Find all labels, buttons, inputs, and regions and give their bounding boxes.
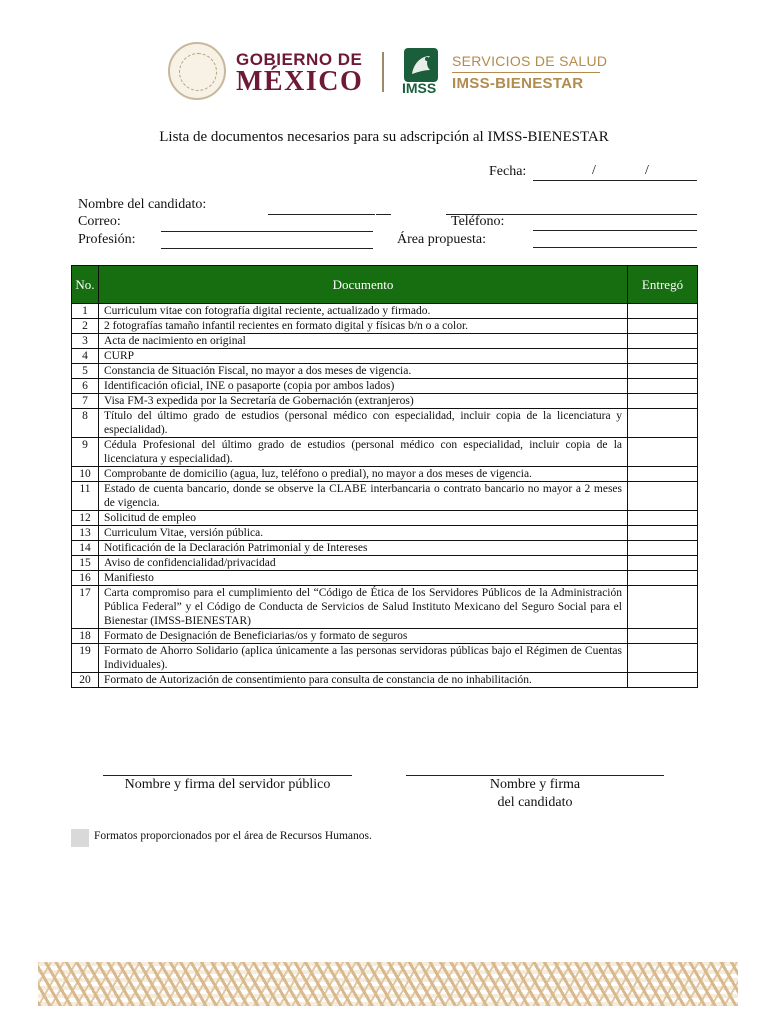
servidor-signature-line[interactable] <box>103 775 352 776</box>
gobierno-line2: MÉXICO <box>236 66 364 97</box>
row-number: 9 <box>72 438 99 467</box>
row-entrego-cell[interactable] <box>628 541 698 556</box>
row-number: 3 <box>72 334 99 349</box>
row-number: 10 <box>72 467 99 482</box>
row-document: Formato de Ahorro Solidario (aplica únicamente a las personas servidoras públicas bajo el Régimen de Cuentas Individuales). <box>99 644 628 673</box>
table-row <box>72 319 698 334</box>
row-number: 14 <box>72 541 99 556</box>
table-row <box>72 644 698 673</box>
row-number: 13 <box>72 526 99 541</box>
table-row <box>72 526 698 541</box>
fecha-label: Fecha: <box>489 164 527 179</box>
row-entrego-cell[interactable] <box>628 364 698 379</box>
row-number: 20 <box>72 673 99 688</box>
date-separator-1: / <box>592 163 596 178</box>
legend-text: Formatos proporcionados por el área de Recursos Humanos. <box>94 830 372 842</box>
table-row <box>72 334 698 349</box>
candidato-signature-line[interactable] <box>406 775 664 776</box>
row-entrego-cell[interactable] <box>628 629 698 644</box>
profesion-field[interactable] <box>161 248 373 249</box>
nombre-field-end <box>376 214 391 215</box>
row-entrego-cell[interactable] <box>628 467 698 482</box>
row-entrego-cell[interactable] <box>628 511 698 526</box>
servicios-divider <box>452 72 600 73</box>
table-row <box>72 379 698 394</box>
imss-eagle-icon <box>404 48 438 82</box>
row-document: 2 fotografías tamaño infantil recientes en formato digital y físicas b/n o a color. <box>99 319 628 334</box>
row-entrego-cell[interactable] <box>628 394 698 409</box>
row-entrego-cell[interactable] <box>628 673 698 688</box>
row-document: Curriculum Vitae, versión pública. <box>99 526 628 541</box>
table-row <box>72 541 698 556</box>
candidato-signature-label-1: Nombre y firma <box>489 777 581 792</box>
row-entrego-cell[interactable] <box>628 379 698 394</box>
table-row <box>72 467 698 482</box>
table-row <box>72 409 698 438</box>
servidor-signature-label: Nombre y firma del servidor público <box>124 777 331 792</box>
row-entrego-cell[interactable] <box>628 526 698 541</box>
col-header-no: No. <box>72 266 99 304</box>
table-row <box>72 511 698 526</box>
row-document: Notificación de la Declaración Patrimonial y de Intereses <box>99 541 628 556</box>
row-number: 18 <box>72 629 99 644</box>
row-entrego-cell[interactable] <box>628 409 698 438</box>
table-row <box>72 349 698 364</box>
row-document: Formato de Autorización de consentimiento para consulta de constancia de no inhabilitación. <box>99 673 628 688</box>
row-entrego-cell[interactable] <box>628 482 698 511</box>
row-entrego-cell[interactable] <box>628 556 698 571</box>
row-entrego-cell[interactable] <box>628 349 698 364</box>
row-document: CURP <box>99 349 628 364</box>
row-number: 5 <box>72 364 99 379</box>
col-header-documento: Documento <box>99 266 628 304</box>
nombre-label: Nombre del candidato: <box>78 197 207 212</box>
row-entrego-cell[interactable] <box>628 304 698 319</box>
row-document: Comprobante de domicilio (agua, luz, teléfono o predial), no mayor a dos meses de vigencia. <box>99 467 628 482</box>
national-seal-logo <box>168 42 226 100</box>
header-divider <box>382 52 384 92</box>
row-number: 16 <box>72 571 99 586</box>
row-number: 6 <box>72 379 99 394</box>
table-body <box>72 304 698 688</box>
area-label: Área propuesta: <box>397 232 487 247</box>
row-document: Constancia de Situación Fiscal, no mayor a dos meses de vigencia. <box>99 364 628 379</box>
table-row <box>72 673 698 688</box>
table-row <box>72 629 698 644</box>
row-number: 19 <box>72 644 99 673</box>
col-header-entrego: Entregó <box>628 266 698 304</box>
row-number: 17 <box>72 586 99 629</box>
row-entrego-cell[interactable] <box>628 438 698 467</box>
document-title: Lista de documentos necesarios para su adscripción al IMSS-BIENESTAR <box>159 129 609 145</box>
date-separator-2: / <box>645 163 649 178</box>
row-entrego-cell[interactable] <box>628 644 698 673</box>
row-document: Identificación oficial, INE o pasaporte (copia por ambos lados) <box>99 379 628 394</box>
area-field[interactable] <box>533 247 697 248</box>
legend-swatch <box>71 829 89 847</box>
candidato-signature-label-2: del candidato <box>497 795 573 810</box>
servicios-line2: IMSS-BIENESTAR <box>452 75 584 92</box>
row-document: Título del último grado de estudios (personal médico con especialidad, incluir copia de la licenciatura y especialidad). <box>99 409 628 438</box>
table-header-row <box>72 266 698 304</box>
row-entrego-cell[interactable] <box>628 334 698 349</box>
row-entrego-cell[interactable] <box>628 586 698 629</box>
table-row <box>72 438 698 467</box>
row-number: 15 <box>72 556 99 571</box>
row-document: Cédula Profesional del último grado de estudios (personal médico con especialidad, incluir copia de la licenciatura y especialidad). <box>99 438 628 467</box>
gobierno-line1: GOBIERNO DE <box>236 50 363 69</box>
row-number: 7 <box>72 394 99 409</box>
row-number: 4 <box>72 349 99 364</box>
row-document: Estado de cuenta bancario, donde se observe la CLABE interbancaria o contrato bancario no mayor a 2 meses de vigencia. <box>99 482 628 511</box>
row-document: Visa FM-3 expedida por la Secretaría de Gobernación (extranjeros) <box>99 394 628 409</box>
telefono-field[interactable] <box>533 230 697 231</box>
row-document: Acta de nacimiento en original <box>99 334 628 349</box>
table-row <box>72 556 698 571</box>
documents-table <box>71 265 698 688</box>
row-number: 2 <box>72 319 99 334</box>
row-entrego-cell[interactable] <box>628 319 698 334</box>
table-row <box>72 364 698 379</box>
row-number: 12 <box>72 511 99 526</box>
row-document: Formato de Designación de Beneficiarias/os y formato de seguros <box>99 629 628 644</box>
table-row <box>72 586 698 629</box>
row-number: 8 <box>72 409 99 438</box>
telefono-label: Teléfono: <box>451 214 505 229</box>
servicios-line1: SERVICIOS DE SALUD <box>452 53 608 69</box>
row-document: Aviso de confidencialidad/privacidad <box>99 556 628 571</box>
row-entrego-cell[interactable] <box>628 571 698 586</box>
nombre-field[interactable] <box>268 214 375 215</box>
table-row <box>72 304 698 319</box>
row-document: Carta compromiso para el cumplimiento del “Código de Ética de los Servidores Públicos de la Administración Pública Federal” y el Código de Conducta de Servicios de Salud Instituto Mexicano del Seguro Social para el Bienestar (IMSS-BIENESTAR) <box>99 586 628 629</box>
fecha-field[interactable] <box>533 180 697 181</box>
table-row <box>72 394 698 409</box>
row-number: 11 <box>72 482 99 511</box>
row-document: Manifiesto <box>99 571 628 586</box>
correo-label: Correo: <box>78 214 121 229</box>
table-row <box>72 482 698 511</box>
profesion-label: Profesión: <box>78 232 136 247</box>
table-row <box>72 571 698 586</box>
correo-field[interactable] <box>161 231 373 232</box>
imss-logo-text: IMSS <box>402 80 437 96</box>
row-document: Curriculum vitae con fotografía digital reciente, actualizado y firmado. <box>99 304 628 319</box>
row-number: 1 <box>72 304 99 319</box>
decorative-border-pattern <box>38 962 738 1006</box>
row-document: Solicitud de empleo <box>99 511 628 526</box>
